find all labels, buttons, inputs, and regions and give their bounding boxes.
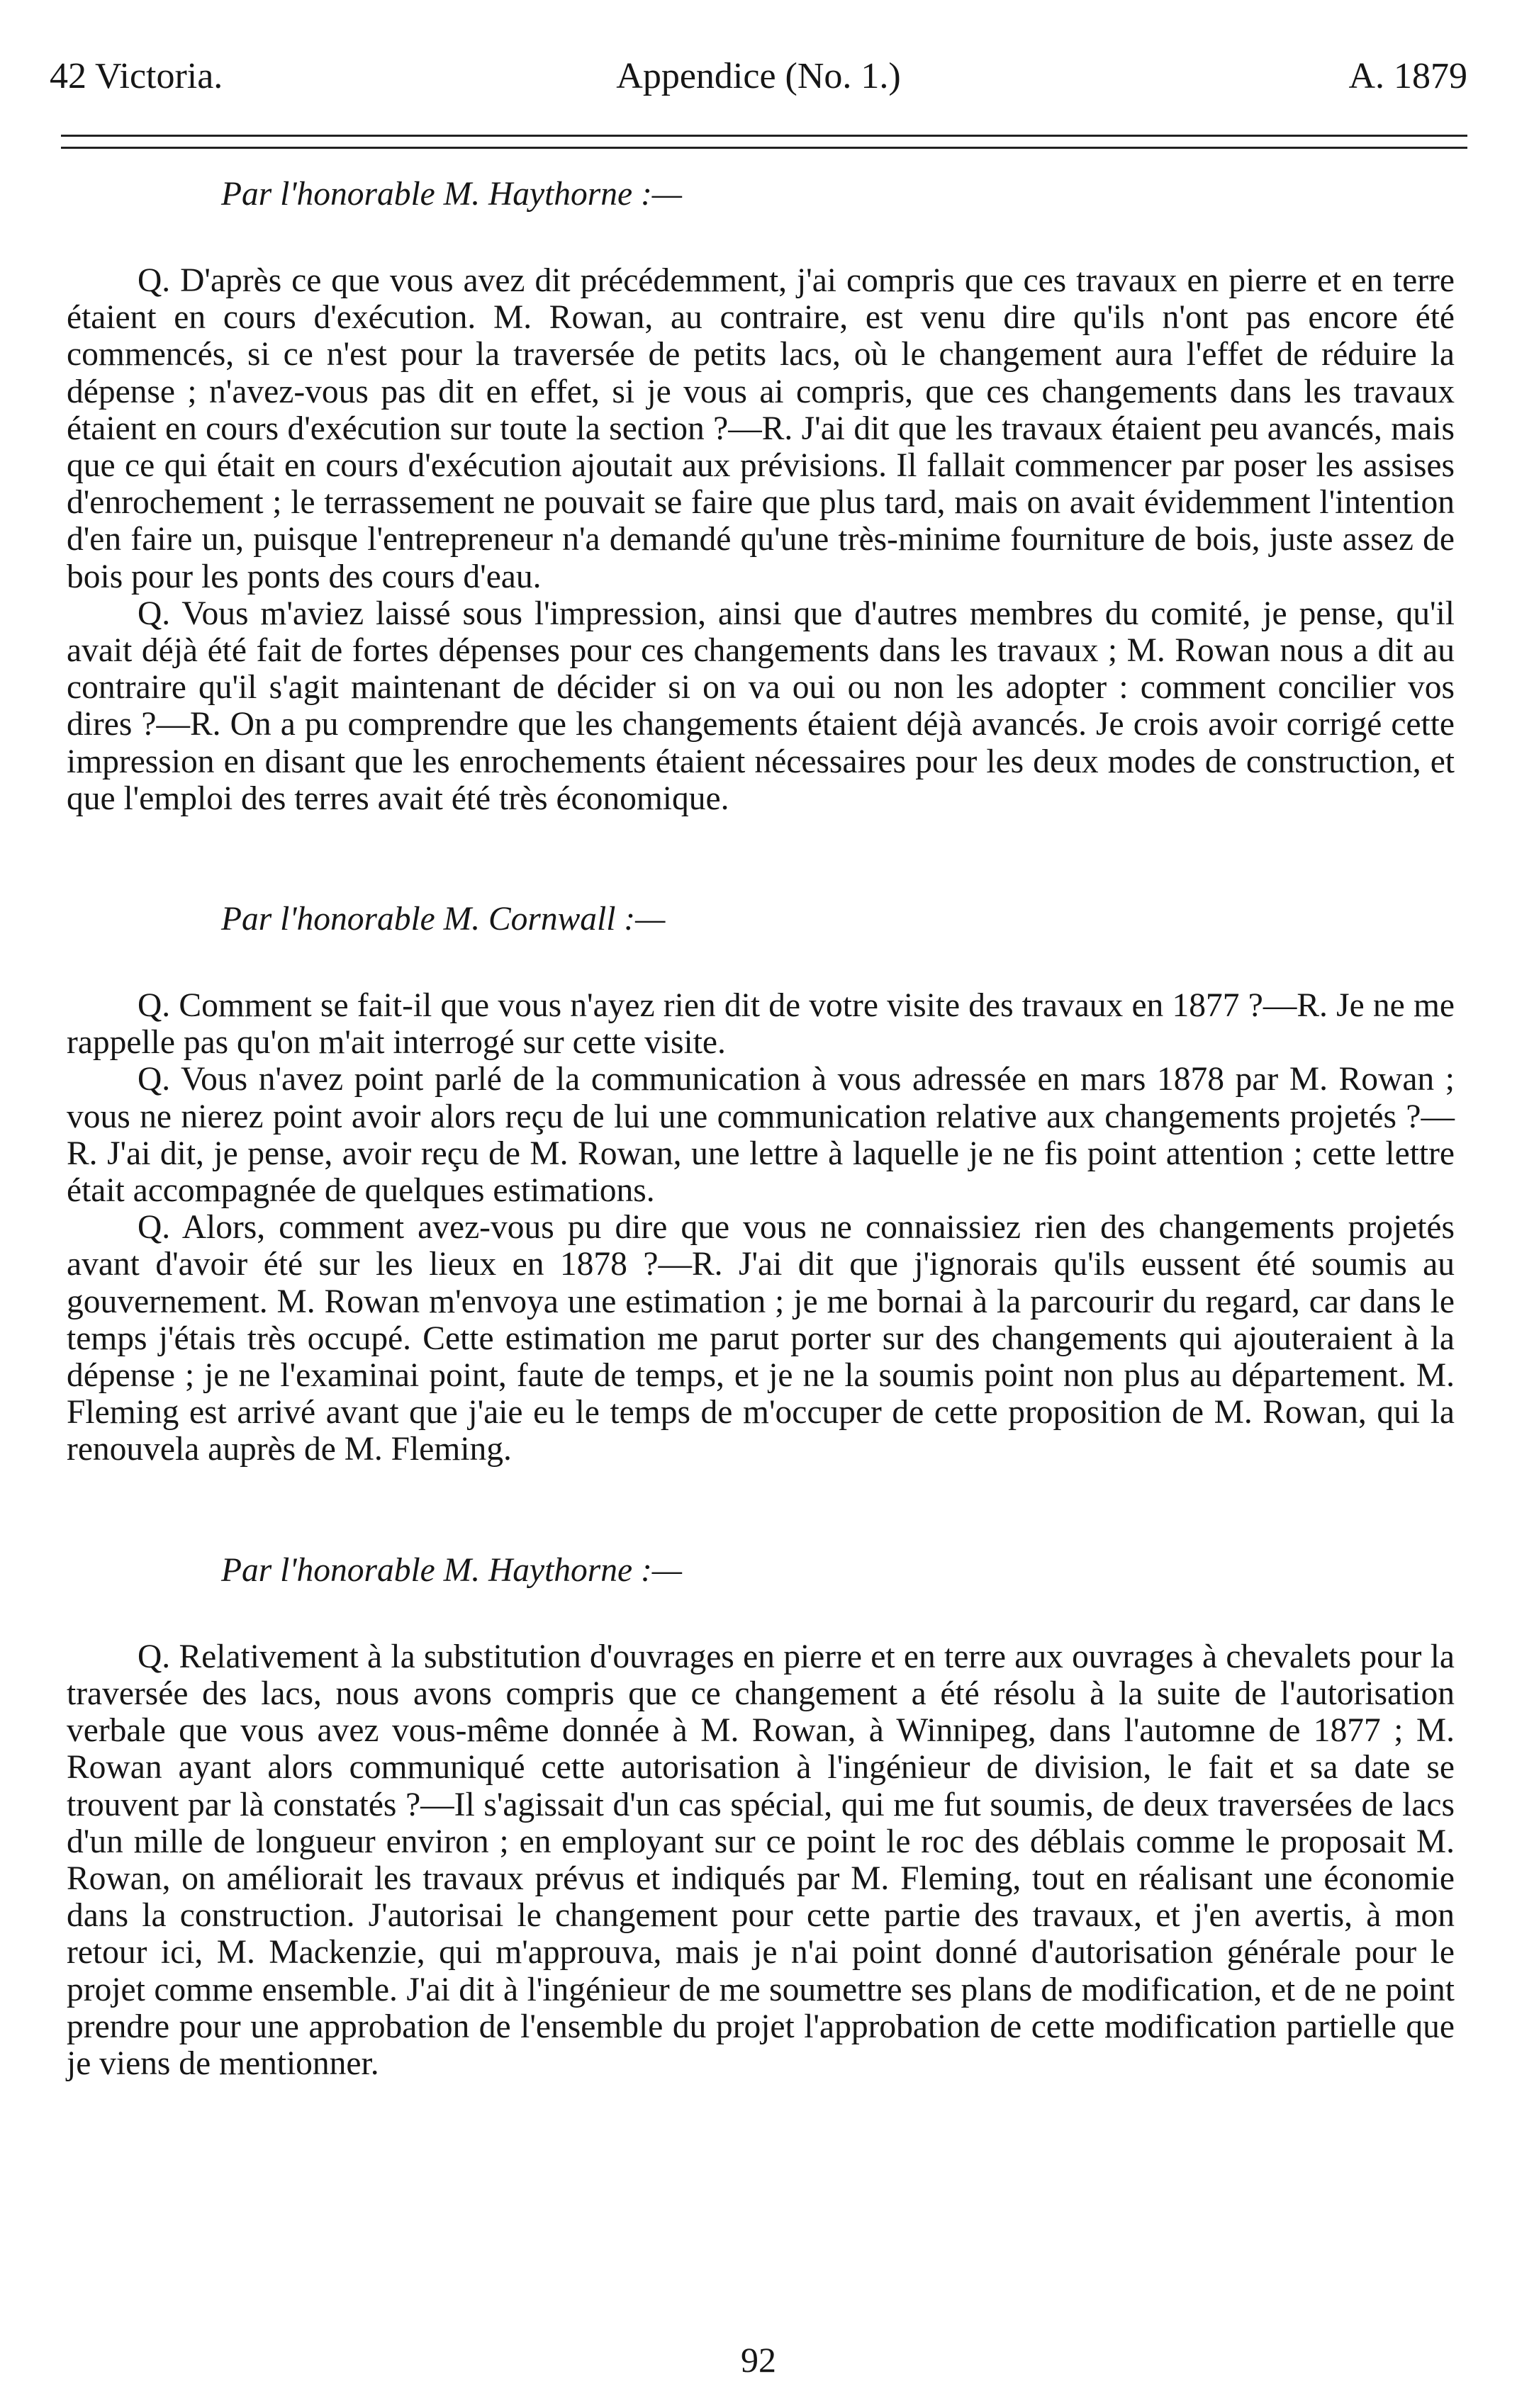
- header-title: Appendice (No. 1.): [616, 56, 901, 96]
- testimony-section: [67, 176, 1455, 817]
- header-year: A. 1879: [1348, 56, 1467, 96]
- question-answer-paragraph: Q. Comment se fait-il que vous n'ayez rien dit de votre visite des travaux en 1877 ?—R. Je ne me rappelle pas qu'on m'ait interrogé sur cette visite.: [67, 987, 1455, 1062]
- question-answer-paragraph: Q. Relativement à la substitution d'ouvrages en pierre et en terre aux ouvrages à chevalets pour la traversée des lacs, nous avons compris que ce changement a été résolu à la suite de l'autorisation verbale que vous avez vous-même donnée à M. Rowan, à Winnipeg, dans l'automne de 1877 ; M. Rowan ayant alors communiqué cette autorisation à l'ingénieur de division, le fait et sa date se trouvent par là constatés ?—Il s'agissait d'un cas spécial, qui me fut soumis, de deux traversées de lacs d'un mille de longueur environ ; en employant sur ce point le roc des déblais comme le proposait M. Rowan, on améliorait les travaux prévus et indiqués par M. Fleming, tout en réalisant une économie dans la construction. J'autorisai le changement pour cette partie des travaux, et j'en avertis, à mon retour ici, M. Mackenzie, qui m'approuva, mais je n'ai point donné d'autorisation générale pour le projet comme ensemble. J'ai dit à l'ingénieur de me soumettre ses plans de modification, et de ne point prendre pour une approbation de l'ensemble du projet l'approbation de cette modification partielle que je viens de mentionner.: [67, 1638, 1455, 2082]
- testimony-section: [67, 1552, 1455, 2082]
- question-answer-paragraph: Q. D'après ce que vous avez dit précédemment, j'ai compris que ces travaux en pierre et en terre étaient en cours d'exécution. M. Rowan, au contraire, est venu dire qu'ils n'ont pas encore été commencés, si ce n'est pour la traversée de petits lacs, où le changement aura l'effet de réduire la dépense ; n'avez-vous pas dit en effet, si je vous ai compris, que ces changements dans les travaux étaient en cours d'exécution sur toute la section ?—R. J'ai dit que les travaux étaient peu avancés, mais que ce qui était en cours d'exécution ajoutait aux prévisions. Il fallait commencer par poser les assises d'enrochement ; le terrassement ne pouvait se faire que plus tard, mais on avait évidemment l'intention d'en faire un, puisque l'entrepreneur n'a demandé qu'une très-minime fourniture de bois, juste assez de bois pour les ponts des cours d'eau.: [67, 262, 1455, 595]
- question-answer-paragraph: Q. Vous n'avez point parlé de la communication à vous adressée en mars 1878 par M. Rowan ; vous ne nierez point avoir alors reçu de lui une communication relative aux changements projetés ?—R. J'ai dit, je pense, avoir reçu de M. Rowan, une lettre à laquelle je ne fis point attention ; cette lettre était accompagnée de quelques estimations.: [67, 1061, 1455, 1210]
- testimony-section: [67, 901, 1455, 1468]
- page-body: [67, 176, 1455, 2082]
- page-number: 92: [741, 2340, 776, 2380]
- header-session: 42 Victoria.: [50, 56, 223, 96]
- speaker-heading: Par l'honorable M. Cornwall :—: [221, 901, 666, 938]
- question-answer-paragraph: Q. Alors, comment avez-vous pu dire que vous ne connaissiez rien des changements projetés avant d'avoir été sur les lieux en 1878 ?—R. J'ai dit que j'ignorais qu'ils eussent été soumis au gouvernement. M. Rowan m'envoya une estimation ; je me bornai à la parcourir du regard, car dans le temps j'étais très occupé. Cette estimation me parut porter sur des changements qui ajouteraient à la dépense ; je ne l'examinai point, faute de temps, et je ne la soumis point non plus au département. M. Fleming est arrivé avant que j'aie eu le temps de m'occuper de cette proposition de M. Rowan, qui la renouvela auprès de M. Fleming.: [67, 1209, 1455, 1468]
- running-header: [50, 48, 1467, 105]
- question-answer-paragraph: Q. Vous m'aviez laissé sous l'impression, ainsi que d'autres membres du comité, je pense, qu'il avait déjà été fait de fortes dépenses pour ces changements dans les travaux ; M. Rowan nous a dit au contraire qu'il s'agit maintenant de décider si on va oui ou non les adopter : comment concilier vos dires ?—R. On a pu comprendre que les changements étaient déjà avancés. Je crois avoir corrigé cette impression en disant que les enrochements étaient nécessaires pour les deux modes de construction, et que l'emploi des terres avait été très économique.: [67, 595, 1455, 817]
- header-double-rule: [61, 135, 1467, 149]
- speaker-heading: Par l'honorable M. Haythorne :—: [221, 176, 683, 213]
- speaker-heading: Par l'honorable M. Haythorne :—: [221, 1551, 683, 1589]
